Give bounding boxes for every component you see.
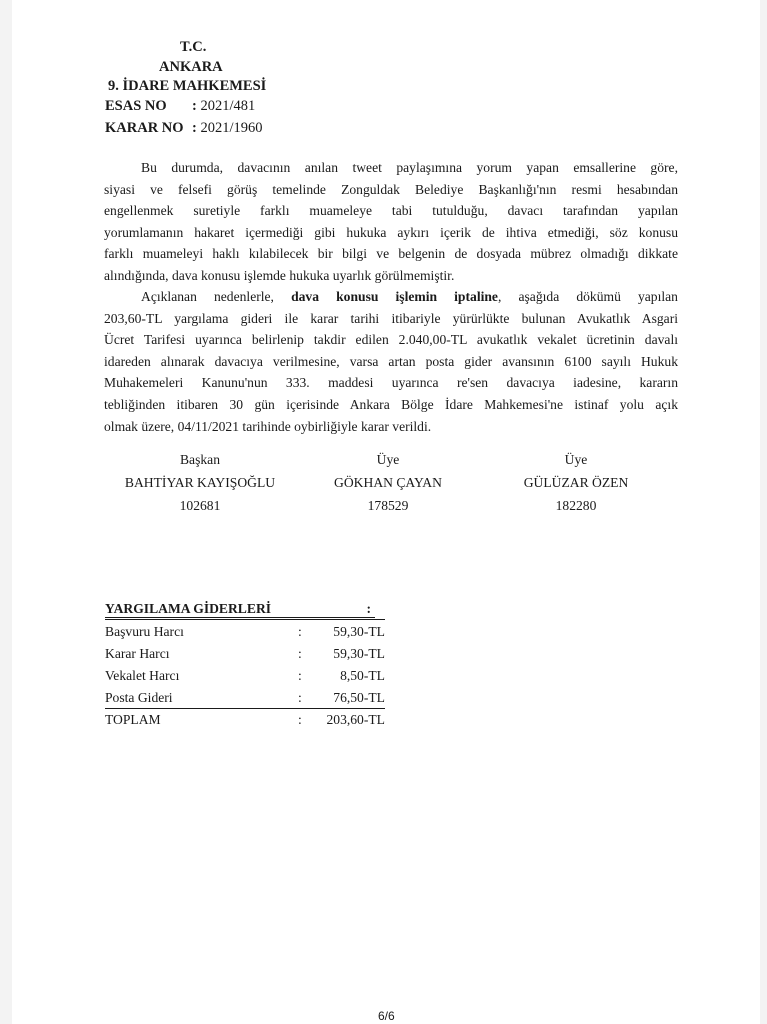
karar-label: KARAR NO <box>105 120 184 136</box>
esas-label: ESAS NO <box>105 98 167 114</box>
karar-value-group <box>192 120 263 137</box>
paragraph-line: engellenmek suretiyle farklı muameleye tabi tutulduğu, davacı tarafından yapılan <box>104 203 678 219</box>
expenses-table <box>105 598 385 738</box>
paragraph-line: olmak üzere, 04/11/2021 tarihinde oybirliğiyle karar verildi. <box>104 418 432 434</box>
expense-label: Posta Gideri <box>105 690 173 705</box>
expense-colon: : <box>298 646 302 661</box>
expense-total-colon: : <box>298 712 302 727</box>
expense-row <box>105 687 385 709</box>
signature-name: GÖKHAN ÇAYAN <box>334 475 442 490</box>
paragraph-line: Muhakemeleri Kanunu'nun 333. maddesi uyarınca re'sen davacıya iadesine, kararın <box>104 375 678 391</box>
expenses-divider <box>105 619 385 620</box>
paragraph-line: Ücret Tarifesi uyarınca belirlenip takdir edilen 2.040,00-TL avukatlık vekalet ücretinin davalı <box>104 332 678 348</box>
expense-row <box>105 665 385 687</box>
esas-value-group <box>192 98 255 115</box>
expense-value: 8,50-TL <box>340 668 385 683</box>
paragraph-line: tebliğinden itibaren 30 gün içerisinde Ankara Bölge İdare Mahkemesi'ne istinaf yolu açık <box>104 396 678 412</box>
decision-intro: Açıklanan nedenlerle, <box>141 289 274 304</box>
city-heading: ANKARA <box>159 59 223 75</box>
karar-row <box>105 120 184 137</box>
esas-value: 2021/481 <box>200 98 256 114</box>
paragraph-line: siyasi ve felsefi görüş temelinde Zonguldak Belediye Başkanlığı'nın resmi hesabından <box>104 181 678 197</box>
paragraph-line: alındığında, dava konusu işlemde hukuka uyarlık görülmemiştir. <box>104 267 455 283</box>
expense-row <box>105 643 385 665</box>
document-page <box>12 0 760 1024</box>
expense-colon: : <box>298 690 302 705</box>
expense-colon: : <box>298 668 302 683</box>
signature-member-2 <box>476 448 676 517</box>
karar-colon: : <box>192 120 197 136</box>
signature-number: 182280 <box>555 498 597 513</box>
expense-colon: : <box>298 624 302 639</box>
expense-label: Karar Harcı <box>105 646 170 661</box>
paragraph-decision <box>104 286 678 437</box>
signature-role: Başkan <box>179 452 221 467</box>
decision-bold: dava konusu işlemin iptaline <box>291 289 498 304</box>
expense-label: Başvuru Harcı <box>105 624 184 639</box>
signature-number: 102681 <box>179 498 221 513</box>
paragraph-line: idareden alınarak davacıya verilmesine, varsa artan posta gider avansının 6100 sayılı Hukuk <box>104 353 678 369</box>
signature-number: 178529 <box>367 498 409 513</box>
signature-role: Üye <box>564 452 588 467</box>
expense-value: 76,50-TL <box>333 690 385 705</box>
signature-name: BAHTİYAR KAYIŞOĞLU <box>124 475 276 490</box>
country-heading: T.C. <box>180 39 207 55</box>
expense-row <box>105 621 385 643</box>
expense-value: 59,30-TL <box>333 646 385 661</box>
paragraph-line: Bu durumda, davacının anılan tweet paylaşımına yorum yapan emsallerine göre, <box>141 160 678 175</box>
karar-value: 2021/1960 <box>200 120 263 136</box>
expense-total-value: 203,60-TL <box>326 712 385 727</box>
expense-total-row <box>105 709 385 731</box>
paragraph-line: farklı muameleyi haklı kılabilecek bir bilgi ve belgenin de dosyada mübrez olmadığı dikkate <box>104 246 678 262</box>
decision-rest: , aşağıda dökümü yapılan <box>497 289 678 304</box>
expenses-title-underline <box>105 617 375 618</box>
signature-president <box>100 448 300 517</box>
expense-total-label: TOPLAM <box>105 712 161 727</box>
expenses-title: YARGILAMA GİDERLERİ <box>105 601 272 616</box>
paragraph-line: 203,60-TL yargılama gideri ile karar tarihi itibariyle yürürlükte bulunan Avukatlık Asgari <box>104 310 678 326</box>
signature-member-1 <box>288 448 488 517</box>
paragraph-line: yorumlamanın hakaret içermediği gibi hukuka aykırı içerik de ihtiva etmediği, söz konusu <box>104 224 678 240</box>
signature-role: Üye <box>376 452 400 467</box>
expense-label: Vekalet Harcı <box>105 668 180 683</box>
esas-row <box>105 98 167 115</box>
signature-name: GÜLÜZAR ÖZEN <box>523 475 629 490</box>
paragraph-reasoning <box>104 157 678 287</box>
esas-colon: : <box>192 98 197 114</box>
expense-value: 59,30-TL <box>333 624 385 639</box>
expenses-title-colon: : <box>366 601 371 616</box>
court-heading: 9. İDARE MAHKEMESİ <box>108 78 267 94</box>
paragraph-line-first <box>104 286 678 308</box>
page-number: 6/6 <box>378 1009 395 1023</box>
